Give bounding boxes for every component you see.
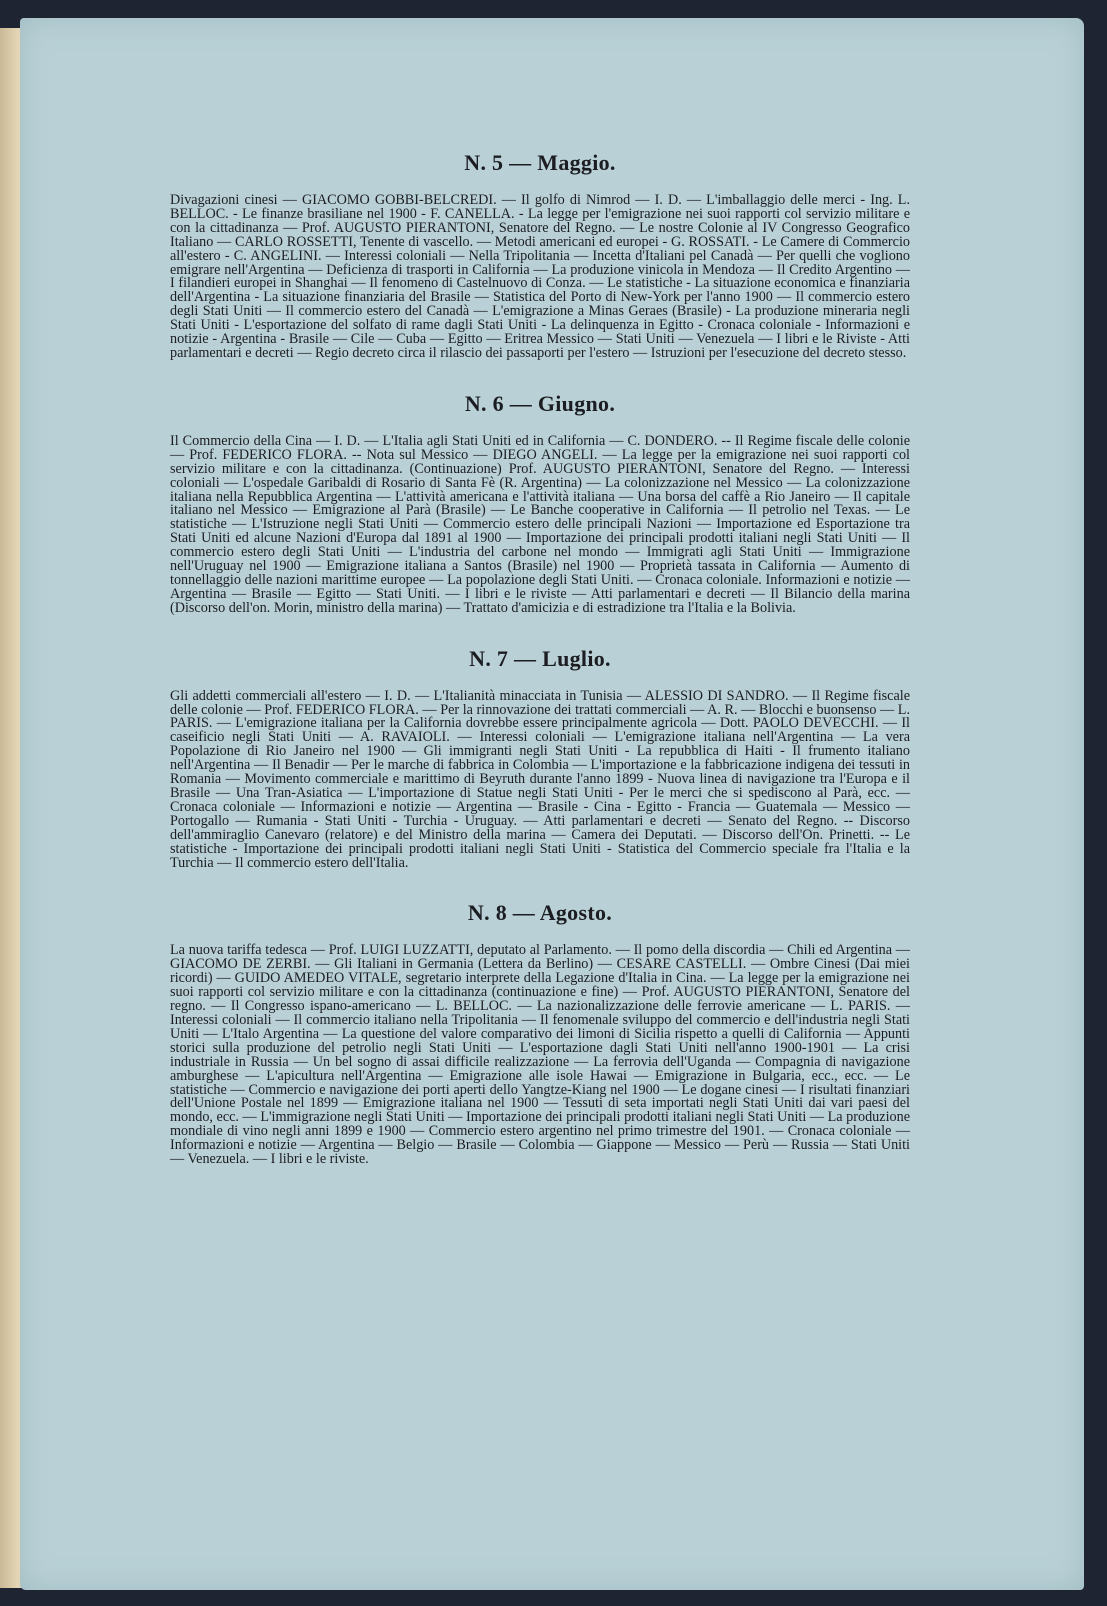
section-maggio [170, 150, 910, 361]
section-text: Divagazioni cinesi — GIACOMO GOBBI-BELCREDI. — Il golfo di Nimrod — I. D. — L'imballaggio delle merci - Ing. L. BELLOC. - Le finanze brasiliane nel 1900 - F. CANELLA. - La legge per l'emigrazione nei suoi rapporti col servizio militare e con la cittadinanza — Prof. AUGUSTO PIERANTONI, Senatore del Regno. — Le nostre Colonie al IV Congresso Geografico Italiano — CARLO ROSSETTI, Tenente di vascello. — Metodi americani ed europei - G. ROSSATI. - Le Camere di Commercio all'estero - C. ANGELINI. — Interessi coloniali — Nella Tripolitania — Incetta d'Italiani pel Canadà — Per quelli che vogliono emigrare nell'Argentina — Deficienza di trasporti in California — La produzione vinicola in Mendoza — Il Credito Argentino — I filandieri europei in Shanghai — Il fenomeno di Castelnuovo di Conza. — Le statistiche - La situazione economica e finanziaria dell'Argentina - La situazione finanziaria del Brasile — Statistica del Porto di New-York per l'anno 1900 — Il commercio estero degli Stati Uniti — Il commercio estero del Canadà — L'emigrazione a Minas Geraes (Brasile) - La produzione mineraria negli Stati Uniti - L'esportazione del solfato di rame dagli Stati Uniti - La delinquenza in Egitto - Cronaca coloniale - Informazioni e notizie - Argentina - Brasile — Cile — Cuba — Egitto — Eritrea Messico — Stati Uniti — Venezuela — I libri e le Riviste - Atti parlamentari e decreti — Regio decreto circa il rilascio dei passaporti per l'estero — Istruzioni per l'esecuzione del decreto stesso. [170, 192, 910, 361]
section-luglio [170, 646, 910, 871]
section-agosto [170, 900, 910, 1167]
section-text: Gli addetti commerciali all'estero — I. D. — L'Italianità minacciata in Tunisia — ALESSIO DI SANDRO. — Il Regime fiscale delle colonie — Prof. FEDERICO FLORA. — Per la rinnovazione dei trattati commerciali — A. R. — Blocchi e buonsenso — L. PARIS. — L'emigrazione italiana per la California dovrebbe essere principalmente agricola — Dott. PAOLO DEVECCHI. — Il caseificio negli Stati Uniti — A. RAVAIOLI. — Interessi coloniali — L'emigrazione italiana nell'Argentina — La vera Popolazione di Rio Janeiro nel 1900 — Gli immigranti negli Stati Uniti - La repubblica di Haiti - Il frumento italiano nell'Argentina — Il Benadir — Per le marche di fabbrica in Colombia — L'importazione e la fabbricazione indigena dei tessuti in Romania — Movimento commerciale e marittimo di Beyruth durante l'anno 1899 - Nuova linea di navigazione tra l'Europa e il Brasile — Una Tran-Asiatica — L'importazione di Statue negli Stati Uniti - Per le merci che si spediscono al Parà, ecc. — Cronaca coloniale — Informazioni e notizie — Argentina — Brasile - Cina - Egitto - Francia — Guatemala — Messico — Portogallo — Rumania - Stati Uniti - Turchia - Uruguay. — Atti parlamentari e decreti — Senato del Regno. -- Discorso dell'ammiraglio Canevaro (relatore) e del Ministro della marina — Camera dei Deputati. — Discorso dell'On. Prinetti. -- Le statistiche - Importazione dei principali prodotti italiani negli Stati Uniti - Statistica del Commercio speciale fra l'Italia e la Turchia — Il commercio estero dell'Italia. [170, 687, 910, 871]
section-text: La nuova tariffa tedesca — Prof. LUIGI LUZZATTI, deputato al Parlamento. — Il pomo della discordia — Chili ed Argentina — GIACOMO DE ZERBI. — Gli Italiani in Germania (Lettera da Berlino) — CESARE CASTELLI. — Ombre Cinesi (Dai miei ricordi) — GUIDO AMEDEO VITALE, segretario interprete della Legazione d'Italia in Cina. — La legge per la emigrazione nei suoi rapporti col servizio militare e con la cittadinanza (continuazione e fine) — Prof. AUGUSTO PIERANTONI, Senatore del regno. — Il Congresso ispano-americano — L. BELLOC. — La nazionalizzazione delle ferrovie americane — L. PARIS. — Interessi coloniali — Il commercio italiano nella Tripolitania — Il fenomenale sviluppo del commercio e dell'industria negli Stati Uniti — L'Italo Argentina — La questione del valore comparativo dei limoni di Sicilia rispetto a quelli di California — Appunti storici sulla produzione del petrolio negli Stati Uniti — L'esportazione dagli Stati Uniti nell'anno 1900-1901 — La crisi industriale in Russia — Un bel sogno di assai difficile realizzazione — La ferrovia dell'Uganda — Compagnia di navigazione amburghese — L'apicultura nell'Argentina — Emigrazione alle isole Hawai — Emigrazione in Bulgaria, ecc., ecc. — Le statistiche — Commercio e navigazione dei porti aperti dello Yangtze-Kiang nel 1900 — Le dogane cinesi — I risultati finanziari dell'Unione Postale nel 1899 — Emigrazione italiana nel 1900 — Tessuti di seta importati negli Stati Uniti dai vari paesi del mondo, ecc. — L'immigrazione negli Stati Uniti — Importazione dei principali prodotti italiani negli Stati Uniti — La produzione mondiale di vino negli anni 1899 e 1900 — Commercio estero argentino nel primo trimestre del 1901. — Cronaca coloniale — Informazioni e notizie — Argentina — Belgio — Brasile — Colombia — Giappone — Messico — Perù — Russia — Stati Uniti — Venezuela. — I libri e le riviste. [170, 942, 910, 1168]
section-giugno [170, 391, 910, 616]
section-heading: N. 6 — Giugno. [464, 390, 616, 416]
section-heading: N. 5 — Maggio. [464, 150, 616, 175]
section-text: Il Commercio della Cina — I. D. — L'Italia agli Stati Uniti ed in California — C. DONDERO. -- Il Regime fiscale delle colonie — Prof. FEDERICO FLORA. -- Nota sul Messico — DIEGO ANGELI. — La legge per la emigrazione nei suoi rapporti col servizio militare e con la cittadinanza. (Continuazione) Prof. AUGUSTO PIERANTONI, Senatore del Regno. — Interessi coloniali — L'ospedale Garibaldi di Rosario di Santa Fè (R. Argentina) — La colonizzazione nel Messico — La colonizzazione italiana nella Repubblica Argentina — L'attività americana e l'attività italiana — Una borsa del caffè a Rio Janeiro — Il capitale italiano nel Messico — Emigrazione al Parà (Brasile) — Le Banche cooperative in California — Il petrolio nel Texas. — Le statistiche — L'Istruzione negli Stati Uniti — Commercio estero delle principali Nazioni — Importazione ed Esportazione tra Stati Uniti ed alcune Nazioni d'Europa dal 1891 al 1900 — Importazione dei principali prodotti italiani negli Stati Uniti — Il commercio estero degli Stati Uniti — L'industria del carbone nel mondo — Immigrati agli Stati Uniti — Immigrazione nell'Uruguay nel 1900 — Emigrazione italiana a Santos (Brasile) nel 1900 — Proprietà tassata in California — Aumento di tonnellaggio delle nazioni marittime europee — La popolazione degli Stati Uniti. — Cronaca coloniale. Informazioni e notizie — Argentina — Brasile — Egitto — Stati Uniti. — I libri e le riviste — Atti parlamentari e decreti — Il Bilancio della marina (Discorso dell'on. Morin, ministro della marina) — Trattato d'amicizia e di estradizione tra l'Italia e la Bolivia. [170, 432, 910, 616]
section-heading: N. 8 — Agosto. [467, 900, 613, 926]
page-content [170, 150, 910, 1197]
section-heading: N. 7 — Luglio. [469, 645, 611, 671]
